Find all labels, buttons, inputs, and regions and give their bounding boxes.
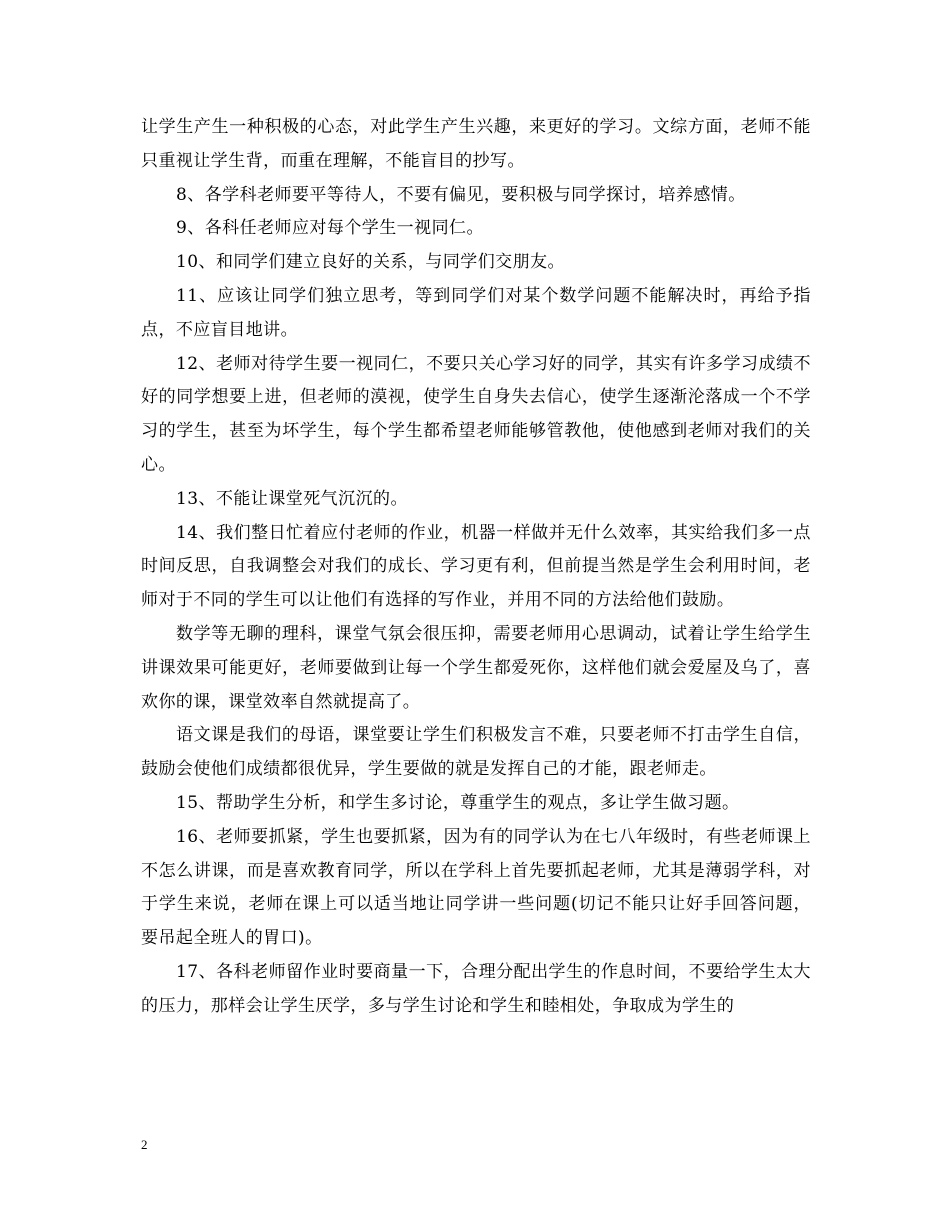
paragraph: 17、各科老师留作业时要商量一下，合理分配出学生的作息时间，不要给学生太大的压力，那样会让学生厌学，多与学生讨论和学生和睦相处，争取成为学生的	[141, 961, 811, 1016]
paragraph: 10、和同学们建立良好的关系，与同学们交朋友。	[176, 252, 565, 273]
paragraph: 语文课是我们的母语，课堂要让学生们积极发言不难，只要老师不打击学生自信，鼓励会使他们成绩都很优异，学生要做的就是发挥自己的才能，跟老师走。	[141, 725, 811, 780]
paragraph: 11、应该让同学们独立思考，等到同学们对某个数学问题不能解决时，再给予指点，不应盲目地讲。	[141, 285, 811, 340]
paragraph: 15、帮助学生分析，和学生多讨论，尊重学生的观点，多让学生做习题。	[176, 792, 740, 813]
paragraph: 13、不能让课堂死气沉沉的。	[176, 488, 408, 509]
body-text	[141, 111, 811, 1024]
paragraph: 9、各科任老师应对每个学生一视同仁。	[176, 218, 484, 239]
paragraph: 让学生产生一种积极的心态，对此学生产生兴趣，来更好的学习。文综方面，老师不能只重视让学生背，而重在理解，不能盲目的抄写。	[141, 117, 811, 171]
paragraph: 8、各学科老师要平等待人，不要有偏见，要积极与同学探讨，培养感情。	[176, 184, 746, 205]
paragraph: 12、老师对待学生要一视同仁，不要只关心学习好的同学，其实有许多学习成绩不好的同学想要上进，但老师的漠视，使学生自身失去信心，使学生逐渐沦落成一个不学习的学生，甚至为坏学生，每个学生都希望老师能够管教他，使他感到老师对我们的关心。	[141, 353, 811, 475]
paragraph: 数学等无聊的理科，课堂气氛会很压抑，需要老师用心思调动，试着让学生给学生讲课效果可能更好，老师要做到让每一个学生都爱死你，这样他们就会爱屋及乌了，喜欢你的课，课堂效率自然就提高了。	[141, 623, 811, 712]
paragraph: 14、我们整日忙着应付老师的作业，机器一样做并无什么效率，其实给我们多一点时间反思，自我调整会对我们的成长、学习更有利，但前提当然是学生会利用时间，老师对于不同的学生可以让他们有选择的写作业，并用不同的方法给他们鼓励。	[141, 522, 811, 611]
page-number: 2	[141, 1137, 148, 1152]
paragraph: 16、老师要抓紧，学生也要抓紧，因为有的同学认为在七八年级时，有些老师课上不怎么讲课，而是喜欢教育同学，所以在学科上首先要抓起老师，尤其是薄弱学科，对于学生来说，老师在课上可以适当地让同学讲一些问题(切记不能只让好手回答问题，要吊起全班人的胃口)。	[141, 826, 811, 949]
